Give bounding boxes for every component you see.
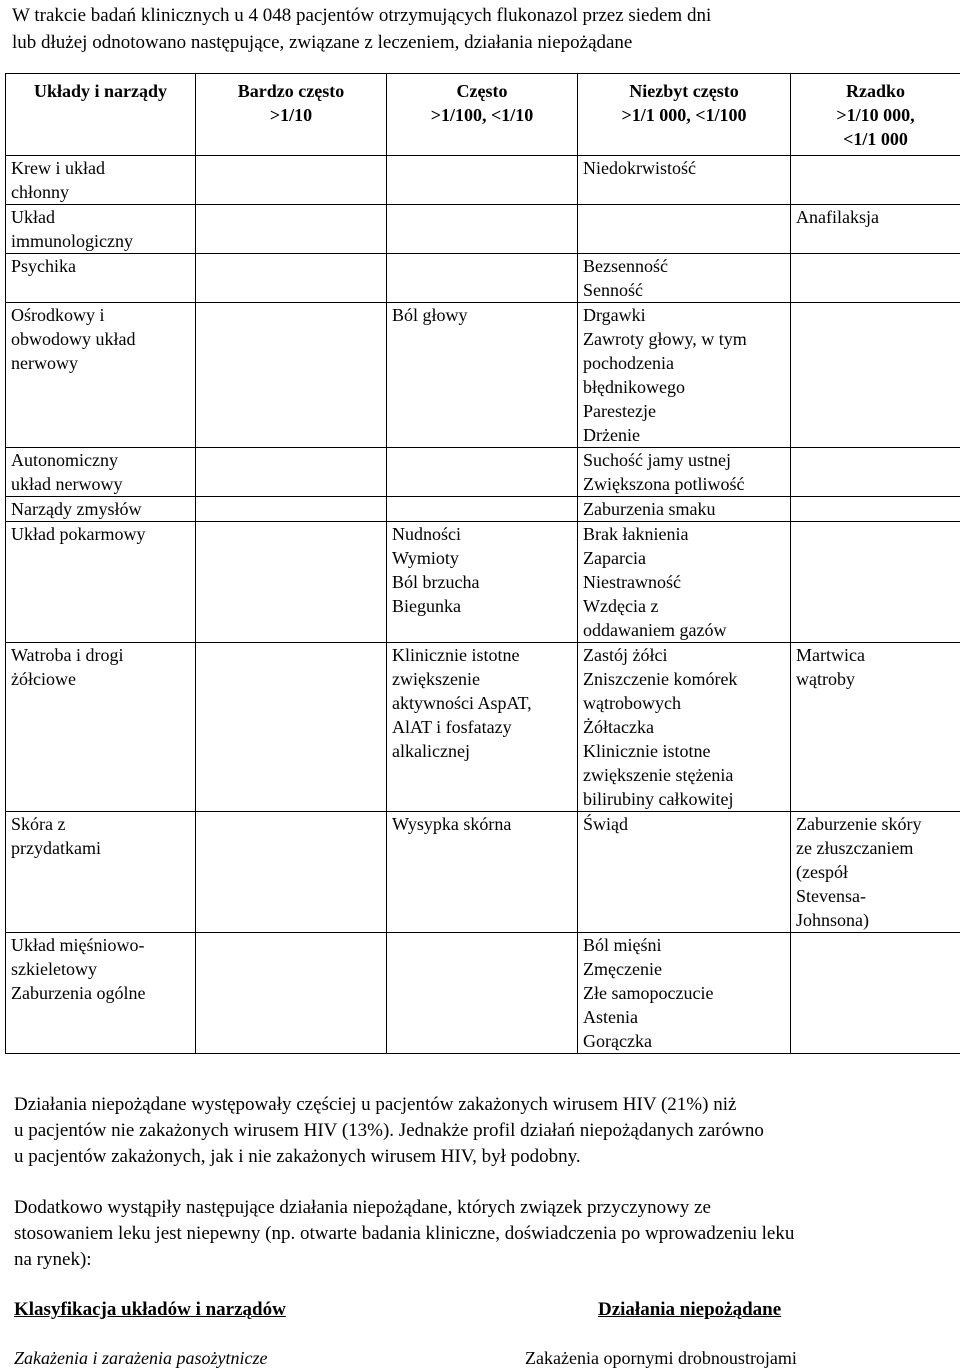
row-soc: Psychika xyxy=(6,254,196,303)
cell-uncommon: Suchość jamy ustnej Zwiększona potliwość xyxy=(578,448,791,497)
header-common: Często >1/100, <1/10 xyxy=(387,74,578,156)
ae-resistant-infections-item: Zakażenia opornymi drobnoustrojami xyxy=(525,1348,797,1368)
cell-common: Wysypka skórna xyxy=(387,812,578,933)
cell-uncommon: Bezsenność Senność xyxy=(578,254,791,303)
cell-common: Klinicznie istotne zwiększenie aktywności AspAT, AlAT i fosfatazy alkalicznej xyxy=(387,643,578,812)
post-marketing-paragraph: Dodatkowo wystąpiły następujące działania niepożądane, których związek przyczynowy ze stosowaniem leku jest niepewny (np. otwarte badania kliniczne, doświadczenia po wprowadzeniu leku na rynek): xyxy=(14,1197,795,1270)
table-row xyxy=(6,205,960,254)
cell-uncommon: Brak łaknienia Zaparcia Niestrawność Wzdęcia z oddawaniem gazów xyxy=(578,522,791,643)
cell-common: Nudności Wymioty Ból brzucha Biegunka xyxy=(387,522,578,643)
row-soc: Krew i układ chłonny xyxy=(6,156,196,205)
cell-uncommon: Zastój żółci Zniszczenie komórek wątrobowych Żółtaczka Klinicznie istotne zwiększenie stężenia bilirubiny całkowitej xyxy=(578,643,791,812)
table-row xyxy=(6,254,960,303)
row-soc: Układ mięśniowo- szkieletowy Zaburzenia ogólne xyxy=(6,933,196,1054)
cell-uncommon: Świąd xyxy=(578,812,791,933)
cell-rare: Anafilaksja xyxy=(791,205,960,254)
table-row xyxy=(6,522,960,643)
table-row xyxy=(6,643,960,812)
table-row xyxy=(6,933,960,1054)
table-row xyxy=(6,303,960,448)
table-row xyxy=(6,812,960,933)
row-soc: Układ immunologiczny xyxy=(6,205,196,254)
cell-uncommon: Zaburzenia smaku xyxy=(578,497,791,522)
cell-uncommon: Niedokrwistość xyxy=(578,156,791,205)
intro-line-1: W trakcie badań klinicznych u 4 048 pacjentów otrzymujących flukonazol przez siedem dni xyxy=(12,5,712,26)
row-soc: Układ pokarmowy xyxy=(6,522,196,643)
cell-uncommon: Drgawki Zawroty głowy, w tym pochodzenia błędnikowego Parestezje Drżenie xyxy=(578,303,791,448)
intro-line-2: lub dłużej odnotowano następujące, związane z leczeniem, działania niepożądane xyxy=(12,32,633,53)
header-very-common: Bardzo często >1/10 xyxy=(196,74,387,156)
row-soc: Skóra z przydatkami xyxy=(6,812,196,933)
intro-text xyxy=(12,2,952,56)
row-soc: Autonomiczny układ nerwowy xyxy=(6,448,196,497)
table-row xyxy=(6,448,960,497)
soc-infections-item: Zakażenia i zarażenia pasożytnicze xyxy=(14,1348,268,1368)
soc-classification-heading: Klasyfikacja układów i narządów xyxy=(14,1299,286,1320)
row-soc: Narządy zmysłów xyxy=(6,497,196,522)
header-soc: Układy i narządy xyxy=(6,74,196,156)
header-rare: Rzadko >1/10 000, <1/1 000 xyxy=(791,74,960,156)
row-soc: Ośrodkowy i obwodowy układ nerwowy xyxy=(6,303,196,448)
row-soc: Watroba i drogi żółciowe xyxy=(6,643,196,812)
header-uncommon: Niezbyt często >1/1 000, <1/100 xyxy=(578,74,791,156)
cell-rare: Martwica wątroby xyxy=(791,643,960,812)
adverse-events-heading: Działania niepożądane xyxy=(598,1299,782,1320)
adverse-events-table xyxy=(5,73,960,1054)
cell-common: Ból głowy xyxy=(387,303,578,448)
cell-uncommon: Ból mięśni Zmęczenie Złe samopoczucie Astenia Gorączka xyxy=(578,933,791,1054)
hiv-paragraph: Działania niepożądane występowały częściej u pacjentów zakażonych wirusem HIV (21%) niż u pacjentów nie zakażonych wirusem HIV (13%). Jednakże profil działań niepożądanych zarówno u pacjentów zakażonych, jak i nie zakażonych wirusem HIV, był podobny. xyxy=(14,1094,764,1167)
cell-rare: Zaburzenie skóry ze złuszczaniem (zespół Stevensa- Johnsona) xyxy=(791,812,960,933)
table-row xyxy=(6,156,960,205)
table-row xyxy=(6,497,960,522)
